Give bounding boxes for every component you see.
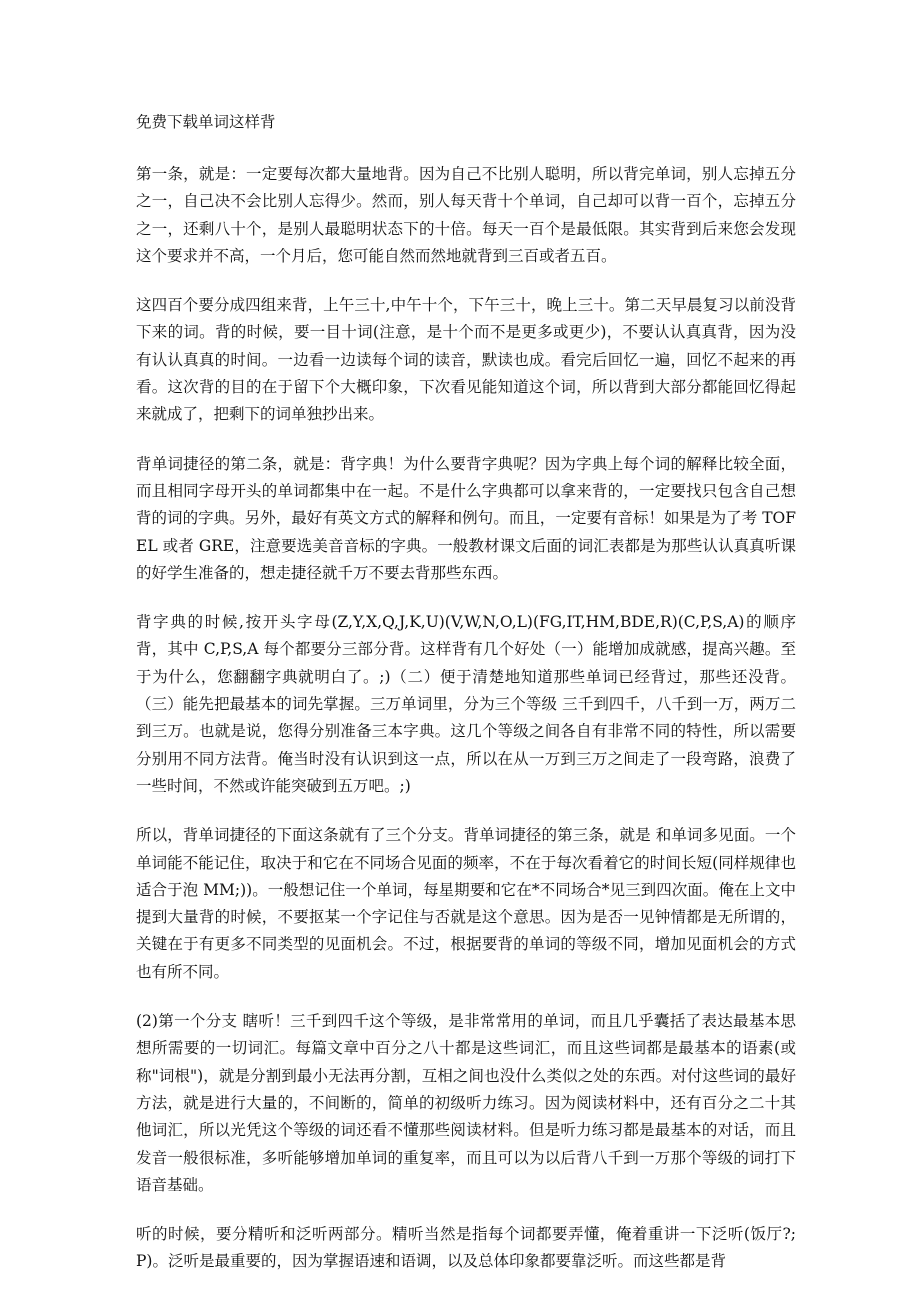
paragraph-rule-two-dictionary: 背单词捷径的第二条，就是：背字典！为什么要背字典呢？因为字典上每个词的解释比较全面，而且相同字母开头的单词都集中在一起。不是什么字典都可以拿来背的，一定要找只包含自己想背的词的字典。另外，最好有英文方式的解释和例句。而且，一定要有音标！如果是为了考 TOFEL 或者 GRE，注意要选美音音标的字典。一般教材课文后面的词汇表都是为那些认认真真听课的好学生准备的，想走捷径就千万不要去背那些东西。 — [136, 454, 796, 582]
paragraph-rule-one: 第一条，就是：一定要每次都大量地背。因为自己不比别人聪明，所以背完单词，别人忘掉五分之一，自己决不会比别人忘得少。然而，别人每天背十个单词，自己却可以背一百个，忘掉五分之一，还剩八十个，是别人最聪明状态下的十倍。每天一百个是最低限。其实背到后来您会发现这个要求并不高，一个月后，您可能自然而然地就背到三百或者五百。 — [136, 165, 796, 265]
paragraph-rule-three-meet-words: 所以，背单词捷径的下面这条就有了三个分支。背单词捷径的第三条，就是 和单词多见面。一个单词能不能记住，取决于和它在不同场合见面的频率，不在于每次看着它的时间长短(同样规律也适合于泡 MM;))。一般想记住一个单词，每星期要和它在*不同场合*见三到四次面。俺在上文中提到大量背的时候，不要抠某一个字记住与否就是这个意思。因为是否一见钟情都是无所谓的，关键在于有更多不同类型的见面机会。不过，根据要背的单词的等级不同，增加见面机会的方式也有所不同。 — [136, 826, 796, 981]
document-title: 免费下载单词这样背 — [136, 113, 276, 131]
document-page — [136, 109, 796, 1298]
paragraph-dictionary-order: 背字典的时候,按开头字母(Z,Y,X,Q,J,K,U)(V,W,N,O,L)(FG,IT,HM,BDE,R)(C,P,S,A)的顺序背，其中 C,P,S,A 每个都要分三部分背。这样背有几个好处（一）能增加成就感，提高兴趣。至于为什么，您翻翻字典就明白了。;)（二）便于清楚地知道那些单词已经背过，那些还没背。（三）能先把最基本的词先掌握。三万单词里，分为三个等级 三千到四千，八千到一万，两万二到三万。也就是说，您得分别准备三本字典。这几个等级之间各自有非常不同的特性，所以需要分别用不同方法背。俺当时没有认识到这一点，所以在从一万到三万之间走了一段弯路，浪费了一些时间，不然或许能突破到五万吧。;) — [136, 613, 796, 795]
paragraph-intensive-extensive-listening: 听的时候，要分精听和泛听两部分。精听当然是指每个词都要弄懂，俺着重讲一下泛听(饭厅?;P)。泛听是最重要的，因为掌握语速和语调，以及总体印象都要靠泛听。而这些都是背 — [136, 1225, 796, 1271]
paragraph-branch-one-listening: (2)第一个分支 瞎听！三千到四千这个等级，是非常常用的单词，而且几乎囊括了表达最基本思想所需要的一切词汇。每篇文章中百分之八十都是这些词汇，而且这些词都是最基本的语素(或称"词根")，就是分割到最小无法再分割，互相之间也没什么类似之处的东西。对付这些词的最好方法，就是进行大量的，不间断的，简单的初级听力练习。因为阅读材料中，还有百分之二十其他词汇，所以光凭这个等级的词还看不懂那些阅读材料。但是听力练习都是最基本的对话，而且发音一般很标准，多听能够增加单词的重复率，而且可以为以后背八千到一万那个等级的词打下语音基础。 — [136, 1012, 796, 1194]
paragraph-four-hundred-groups: 这四百个要分成四组来背，上午三十,中午十个，下午三十，晚上三十。第二天早晨复习以前没背下来的词。背的时候，要一目十词(注意，是十个而不是更多或更少)，不要认认真真背，因为没有认认真真的时间。一边看一边读每个词的读音，默读也成。看完后回忆一遍，回忆不起来的再看。这次背的目的在于留下个大概印象，下次看见能知道这个词，所以背到大部分都能回忆得起来就成了，把剩下的词单独抄出来。 — [136, 296, 796, 424]
